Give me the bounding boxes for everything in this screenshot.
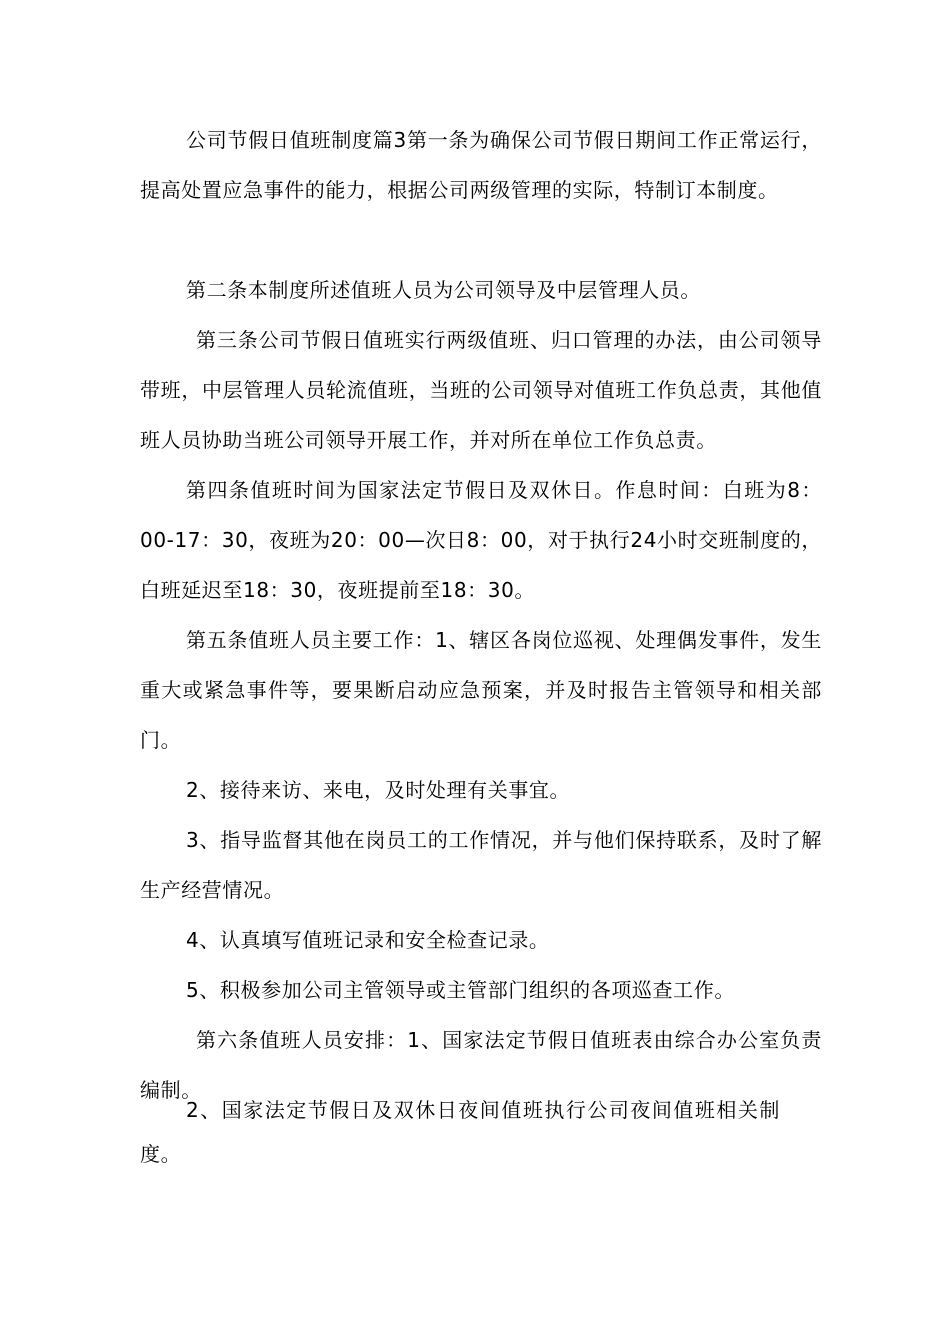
paragraph-article-4: 第四条值班时间为国家法定节假日及双休日。作息时间：白班为8：00-17：30，夜班为20：00—次日8：00，对于执行24小时交班制度的，白班延迟至18：30，夜班提前至18：30。 [140,478,822,602]
paragraph-article-3: 第三条公司节假日值班实行两级值班、归口管理的办法，由公司领导带班，中层管理人员轮流值班，当班的公司领导对值班工作负总责，其他值班人员协助当班公司领导开展工作，并对所在单位工作负总责。 [140,328,822,452]
paragraph-article-1: 公司节假日值班制度篇3第一条为确保公司节假日期间工作正常运行，提高处置应急事件的能力，根据公司两级管理的实际，特制订本制度。 [140,128,822,202]
paragraph-article-2: 第二条本制度所述值班人员为公司领导及中层管理人员。 [186,278,701,302]
paragraph-article-5: 第五条值班人员主要工作：1、辖区各岗位巡视、处理偶发事件，发生重大或紧急事件等，要果断启动应急预案，并及时报告主管领导和相关部门。 [140,628,822,752]
paragraph-article-5-item-5: 5、积极参加公司主管领导或主管部门组织的各项巡查工作。 [186,978,735,1002]
paragraph-article-5-item-4: 4、认真填写值班记录和安全检查记录。 [186,928,550,952]
paragraph-article-6: 第六条值班人员安排：1、国家法定节假日值班表由综合办公室负责编制。 [140,1028,822,1102]
paragraph-article-5-item-2: 2、接待来访、来电，及时处理有关事宜。 [186,778,571,802]
paragraph-article-6-item-2: 2、国家法定节假日及双休日夜间值班执行公司夜间值班相关制度。 [140,1098,780,1166]
paragraph-article-5-item-3: 3、指导监督其他在岗员工的工作情况，并与他们保持联系，及时了解生产经营情况。 [140,828,822,902]
